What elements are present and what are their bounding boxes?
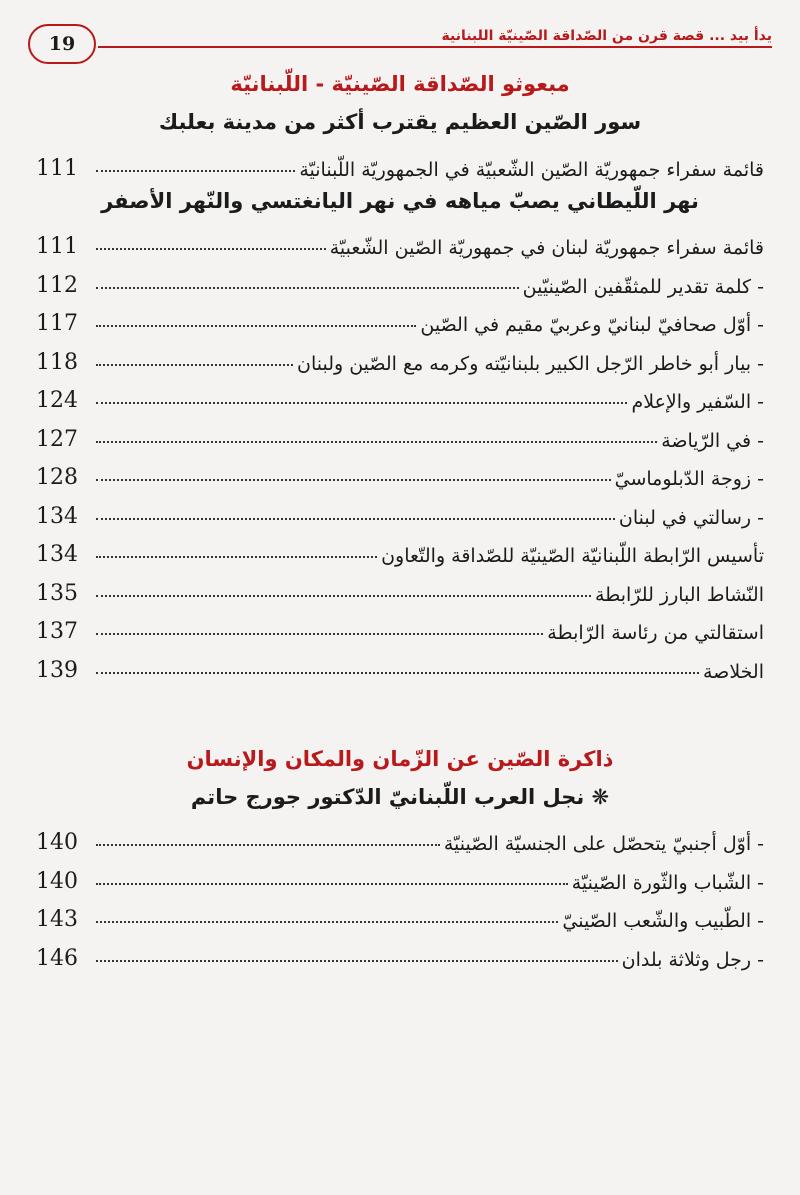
toc-entry[interactable] (36, 855, 764, 894)
toc-entry-text: قائمة سفراء جمهوريّة الصّين الشّعبيّة في الجمهوريّة اللّبنانيّة (299, 158, 764, 181)
toc-entry-page: 146 (36, 945, 78, 971)
toc-entry-page: 117 (36, 311, 78, 336)
toc-entry[interactable] (36, 298, 764, 337)
toc-entry[interactable] (36, 336, 764, 375)
section-title: مبعوثو الصّداقة الصّينيّة - اللّبنانيّة (230, 72, 570, 96)
toc-entry[interactable] (36, 932, 764, 971)
toc-entry-page: 118 (36, 349, 78, 375)
toc-entry[interactable] (36, 259, 764, 298)
dot-leader (96, 441, 657, 443)
toc-entry-text: - رسالتي في لبنان (618, 506, 764, 529)
toc-entry-page: 111 (36, 155, 78, 181)
toc-entry-page: 139 (36, 657, 78, 683)
toc-list (36, 817, 764, 971)
dot-leader (96, 479, 611, 481)
toc-entry-text: - أوّل صحافيّ لبنانيّ وعربيّ مقيم في الصّين (420, 314, 764, 336)
toc-entry-page: 128 (36, 465, 78, 490)
dot-leader (96, 402, 627, 404)
toc-entry-page: 140 (36, 830, 78, 855)
toc-entry-text: استقالتي من رئاسة الرّابطة (547, 622, 764, 644)
toc-entry[interactable] (36, 894, 764, 933)
dot-leader (96, 672, 699, 674)
page-number: 19 (28, 24, 96, 64)
toc-entry-text: - كلمة تقدير للمثقّفين الصّينيّين (522, 275, 764, 298)
toc-entry-text: تأسيس الرّابطة اللّبنانيّة الصّينيّة للصّداقة والتّعاون (381, 545, 764, 567)
dot-leader (96, 325, 416, 327)
running-title: يدأ بيد ... قصة قرن من الصّداقة الصّينيّة اللبنانية (436, 28, 773, 44)
header-rule (98, 46, 772, 48)
toc-entry-text: - أوّل أجنبيّ يتحصّل على الجنسيّة الصّينيّة (443, 833, 764, 855)
toc-entry-page: 134 (36, 503, 78, 529)
toc-entry-text: - رجل وثلاثة بلدان (621, 948, 764, 971)
section-title: ذاكرة الصّين عن الزّمان والمكان والإنسان (186, 746, 614, 771)
toc-entry[interactable] (36, 529, 764, 568)
toc-entry[interactable] (36, 413, 764, 452)
toc-entry-page: 134 (36, 542, 78, 567)
dot-leader (96, 921, 558, 923)
subsection-title: ❋ نجل العرب اللّبنانيّ الدّكتور جورج حاتم (190, 784, 610, 809)
toc-entry-text: - زوجة الدّبلوماسيّ (614, 468, 764, 490)
toc-entry-page: 124 (36, 388, 78, 413)
dot-leader (96, 960, 618, 962)
toc-entry[interactable] (36, 452, 764, 491)
dot-leader (96, 248, 326, 250)
dot-leader (96, 170, 295, 172)
toc-entry-page: 112 (36, 272, 78, 298)
toc-entry-text: - الطّبيب والشّعب الصّينيّ (562, 910, 764, 932)
toc-entry[interactable] (36, 490, 764, 529)
toc-entry[interactable] (36, 567, 764, 606)
toc-entry-text: النّشاط البارز للرّابطة (594, 583, 764, 606)
toc-entry-text: قائمة سفراء جمهوريّة لبنان في جمهوريّة الصّين الشّعبيّة (329, 237, 764, 259)
toc-entry-text: - في الرّياضة (661, 429, 764, 452)
toc-entry-text: - بيار أبو خاطر الرّجل الكبير بلبنانيّته وكرمه مع الصّين ولبنان (296, 352, 764, 375)
page-header (28, 22, 772, 62)
toc-entry-text: - السّفير والإعلام (631, 391, 764, 413)
toc-entry-text: الخلاصة (703, 660, 764, 683)
toc-content (36, 66, 764, 971)
toc-entry-page: 137 (36, 619, 78, 644)
toc-entry-text: - الشّباب والثّورة الصّينيّة (571, 871, 764, 894)
toc-entry[interactable] (36, 221, 764, 260)
dot-leader (96, 595, 591, 597)
toc-entry[interactable] (36, 142, 764, 181)
dot-leader (96, 883, 568, 885)
toc-entry[interactable] (36, 375, 764, 414)
toc-entry[interactable] (36, 817, 764, 856)
dot-leader (96, 364, 293, 366)
subsection-title: نهر اللّيطاني يصبّ مياهه في نهر اليانغتسي والنّهر الأصفر (101, 188, 699, 213)
dot-leader (96, 518, 615, 520)
dot-leader (96, 633, 543, 635)
subsection-title: سور الصّين العظيم يقترب أكثر من مدينة بعلبك (158, 110, 642, 134)
toc-entry-page: 127 (36, 426, 78, 452)
dot-leader (96, 844, 440, 846)
toc-list (36, 221, 764, 683)
dot-leader (96, 556, 377, 558)
toc-entry-page: 140 (36, 868, 78, 894)
toc-entry-page: 111 (36, 234, 78, 259)
dot-leader (96, 287, 519, 289)
section-gap (36, 683, 764, 741)
toc-entry-page: 143 (36, 907, 78, 932)
toc-entry-page: 135 (36, 580, 78, 606)
toc-entry[interactable] (36, 606, 764, 645)
toc-entry[interactable] (36, 644, 764, 683)
